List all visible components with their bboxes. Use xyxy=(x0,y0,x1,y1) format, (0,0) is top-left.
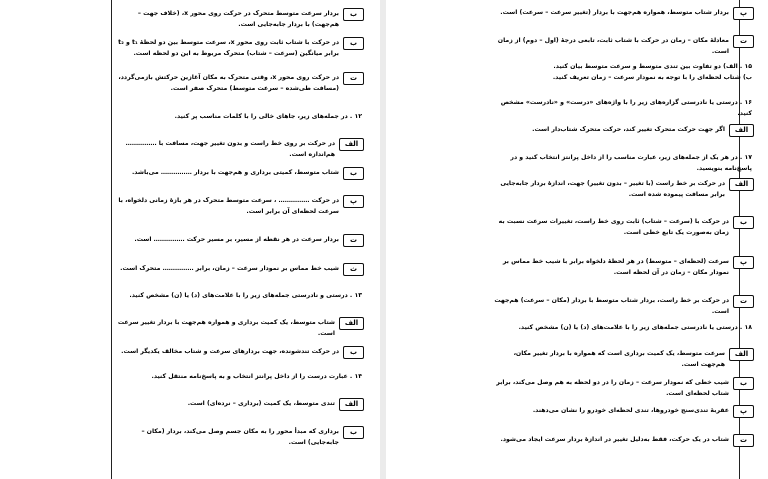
item-text: شتاب در یک حرکت، فقط به‌دلیل تغییر در اندازهٔ بردار سرعت ایجاد می‌شود. xyxy=(500,436,729,443)
question-heading xyxy=(112,111,364,122)
document-page-right xyxy=(386,0,768,479)
option-badge: ث xyxy=(343,263,364,276)
option-badge: پ xyxy=(733,7,754,20)
list-item xyxy=(492,256,754,278)
list-item xyxy=(112,167,364,180)
option-badge: ب xyxy=(343,346,364,359)
item-text: در حرکت بر روی خط راست و بدون تغییر جهت، مسافت با …………… هم‌اندازه است. xyxy=(125,140,335,158)
item-text: تندی متوسط، یک کمیت (برداری – نرده‌ای) است. xyxy=(187,400,335,407)
list-item xyxy=(112,195,364,217)
option-badge: ب xyxy=(343,37,364,50)
option-badge: ت xyxy=(733,35,754,48)
option-badge: ب xyxy=(733,216,754,229)
document-page-left xyxy=(0,0,380,479)
question-text: ۱۴ . عبارت درست را از داخل پرانتز انتخاب و به پاسخ‌نامه منتقل کنید. xyxy=(151,373,362,380)
list-item xyxy=(492,178,754,200)
list-item xyxy=(112,346,364,359)
list-item xyxy=(112,426,364,448)
option-badge: ب xyxy=(733,377,754,390)
list-item xyxy=(492,377,754,399)
option-badge: ت xyxy=(733,295,754,308)
list-item xyxy=(492,434,754,447)
option-badge: ت xyxy=(733,434,754,447)
option-badge: پ xyxy=(733,256,754,269)
item-text: معادلهٔ مکان – زمان در حرکت با شتاب ثابت، تابعی درجهٔ (اول – دوم) از زمان است. xyxy=(497,37,729,55)
item-text: در حرکت …………… ، سرعت متوسط متحرک در هر بازهٔ زمانی دلخواه، با سرعت لحظه‌ای آن برابر است. xyxy=(118,197,339,215)
question-text: ۱۳ . درستی و نادرستی جمله‌های زیر را با علامت‌های (د) یا (ن) مشخص کنید. xyxy=(129,292,362,299)
question-text: ۱۷ . در هر یک از جمله‌های زیر، عبارت مناسب را از داخل پرانتز انتخاب کنید و در پاسخ‌نامه بنویسید. xyxy=(510,154,752,172)
list-item xyxy=(492,124,754,137)
item-text: اگر جهت حرکت متحرک تغییر کند، حرکت متحرک شتاب‌دار است. xyxy=(532,126,725,133)
item-text: عقربهٔ تندی‌سنج خودروها، تندی لحظه‌ای خودرو را نشان می‌دهند. xyxy=(532,407,729,414)
option-badge: الف xyxy=(339,138,364,151)
question-heading xyxy=(492,97,754,119)
item-text: در حرکت با (سرعت – شتاب) ثابت روی خط راست، تغییرات سرعت نسبت به زمان به‌صورت یک تابع خطی است. xyxy=(498,218,729,236)
list-item xyxy=(112,234,364,247)
item-text: شتاب متوسط، کمیتی برداری و هم‌جهت با بردار …………… می‌باشد. xyxy=(131,169,339,176)
question-text: ۱۸ . درستی یا نادرستی جمله‌های زیر را با علامت‌های (د) یا (ن) مشخص کنید. xyxy=(518,324,752,331)
list-item xyxy=(112,317,364,339)
item-text: در حرکت روی محور x، وقتی متحرک به مکان آغازین حرکتش بازمی‌گردد، (مسافت طی‌شده – سرعت متوسط) متحرک صفر است. xyxy=(118,74,339,92)
list-item xyxy=(492,35,754,57)
option-badge: ب xyxy=(343,167,364,180)
option-badge: پ xyxy=(343,195,364,208)
list-item xyxy=(112,138,364,160)
option-badge: ب xyxy=(343,8,364,21)
list-item xyxy=(112,37,364,59)
option-badge: پ xyxy=(733,405,754,418)
item-text: در حرکت تندشونده، جهت بردارهای سرعت و شتاب مخالف یکدیگر است. xyxy=(121,348,339,355)
list-item xyxy=(112,398,364,411)
item-text: شتاب متوسط، یک کمیت برداری و همواره هم‌جهت با بردار تغییر سرعت است. xyxy=(117,319,335,337)
list-item xyxy=(492,216,754,238)
option-badge: ت xyxy=(343,72,364,85)
item-text: سرعت متوسط، یک کمیت برداری است که همواره با بردار تغییر مکان، هم‌جهت است. xyxy=(513,350,725,368)
option-badge: الف xyxy=(339,317,364,330)
question-text: ۱۲ . در جمله‌های زیر، جاهای خالی را با کلمات مناسب پر کنید. xyxy=(174,113,362,120)
question-heading xyxy=(492,152,754,174)
question-heading xyxy=(112,290,364,301)
list-item xyxy=(492,7,754,20)
option-badge: ب xyxy=(343,426,364,439)
item-text: شیب خط مماس بر نمودار سرعت – زمان، برابر …………… متحرک است. xyxy=(120,265,339,272)
option-badge: الف xyxy=(729,348,754,361)
option-badge: الف xyxy=(729,124,754,137)
list-item xyxy=(492,405,754,418)
item-text: بردار سرعت در هر نقطه از مسیر، بر مسیر حرکت …………… است. xyxy=(134,236,339,243)
item-text: بردار شتاب متوسط، همواره هم‌جهت با بردار (تغییر سرعت – سرعت) است. xyxy=(500,9,729,16)
option-badge: ت xyxy=(343,234,364,247)
list-item xyxy=(492,295,754,317)
option-badge: الف xyxy=(339,398,364,411)
question-text: ۱۶ . درستی یا نادرستی گزاره‌های زیر را با واژه‌های «درست» و «نادرست» مشخص کنید. xyxy=(500,99,752,117)
question-heading xyxy=(492,61,754,72)
list-item xyxy=(112,8,364,30)
item-text: در حرکت با شتاب ثابت روی محور x، سرعت متوسط بین دو لحظهٔ t₁ و t₂ برابر میانگین (سرعت – شتاب) متحرک مربوط به این دو لحظه است. xyxy=(118,39,339,57)
item-text: در حرکت بر خط راست (با تغییر – بدون تغییر) جهت، اندازهٔ بردار جابه‌جایی برابر مسافت پیموده شده است. xyxy=(500,180,725,198)
item-text: شیب خطی که نمودار سرعت – زمان را در دو لحظه به هم وصل می‌کند، برابر شتاب لحظه‌ای است. xyxy=(496,379,729,397)
item-text: برداری که مبدأ محور را به مکان جسم وصل می‌کند، بردار (مکان – جابه‌جایی) است. xyxy=(141,428,339,446)
question-heading xyxy=(112,371,364,382)
list-item xyxy=(112,72,364,94)
question-text: ب) شتاب لحظه‌ای را با توجه به نمودار سرعت – زمان تعریف کنید. xyxy=(552,74,752,81)
item-text: در حرکت بر خط راست، بردار شتاب متوسط با بردار (مکان – سرعت) هم‌جهت است. xyxy=(494,297,729,315)
question-text: ۱۵ . الف) دو تفاوت بین تندی متوسط و سرعت متوسط بیان کنید. xyxy=(553,63,752,70)
list-item xyxy=(492,348,754,370)
item-text: بردار سرعت متوسط متحرک در حرکت روی محور x، (خلاف جهت – هم‌جهت) با بردار جابه‌جایی است. xyxy=(137,10,339,28)
question-heading xyxy=(492,72,754,83)
question-heading xyxy=(492,322,754,333)
list-item xyxy=(112,263,364,276)
option-badge: الف xyxy=(729,178,754,191)
item-text: سرعت (لحظه‌ای – متوسط) در هر لحظهٔ دلخواه برابر با شیب خط مماس بر نمودار مکان – زمان در آن لحظه است. xyxy=(502,258,729,276)
